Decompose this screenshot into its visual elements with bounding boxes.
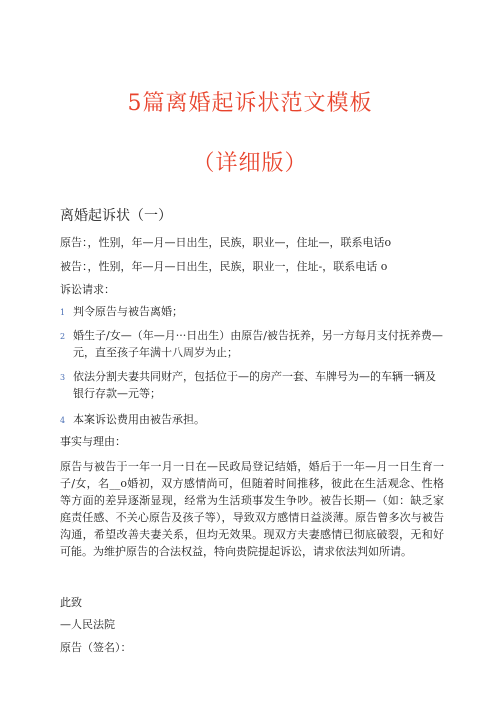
claim-text: 判令原告与被告离婚； xyxy=(73,305,183,318)
facts-label: 事实与理由： xyxy=(60,435,126,448)
facts-paragraph: 原告与被告于一年一月一日在—民政局登记结婚，婚后于一年—月一日生育一子/女，名__o婚初，双方感情尚可，但随着时间推移，彼此在生活观念、性格等方面的差异逐渐显现，经常为生活琐事发生争吵。被告长期—（如：缺乏家庭责任感、不关心原告及孩子等），导致双方感情日益淡薄。原告曾多次与被告沟通，希望改善夫妻关系，但均无效果。现双方夫妻感情已彻底破裂，无和好可能。为维护原告的合法权益，特向贵院提起诉讼，请求依法判如所请。 xyxy=(60,460,444,558)
claim-number: 4 xyxy=(60,416,66,425)
court-name: —人民法院 xyxy=(60,618,115,631)
signature-line: 原告（签名）： xyxy=(60,641,132,654)
claim-item xyxy=(60,368,444,402)
document-title: 5篇离婚起诉状范文模板 xyxy=(127,91,373,116)
claim-item xyxy=(60,411,444,428)
claim-item xyxy=(60,327,444,361)
defendant-info: 被告：，性别，年—月—日出生，民族，职业一，住址-，联系电话 o xyxy=(60,260,388,273)
section-heading: 离婚起诉状（一） xyxy=(60,208,172,224)
document-subtitle: （详细版） xyxy=(192,151,308,176)
closing-salutation: 此致 xyxy=(60,596,82,609)
claim-text: 婚生子/女—（年—月···日出生）由原告/被告抚养，另一方每月支付抚养费—元，直至孩子年满十八周岁为止； xyxy=(73,329,443,359)
claim-number: 1 xyxy=(60,308,66,317)
claim-text: 依法分割夫妻共同财产，包括位于—的房产一套、车牌号为—的车辆一辆及银行存款—元等； xyxy=(73,370,436,400)
claim-number: 2 xyxy=(60,332,66,341)
claim-number: 3 xyxy=(60,373,66,382)
claim-text: 本案诉讼费用由被告承担。 xyxy=(73,413,205,426)
claims-label: 诉讼请求： xyxy=(60,283,115,296)
plaintiff-info: 原告：，性别，年—月—日出生，民族，职业—，住址—，联系电话o xyxy=(60,236,392,249)
claim-item xyxy=(60,303,444,320)
